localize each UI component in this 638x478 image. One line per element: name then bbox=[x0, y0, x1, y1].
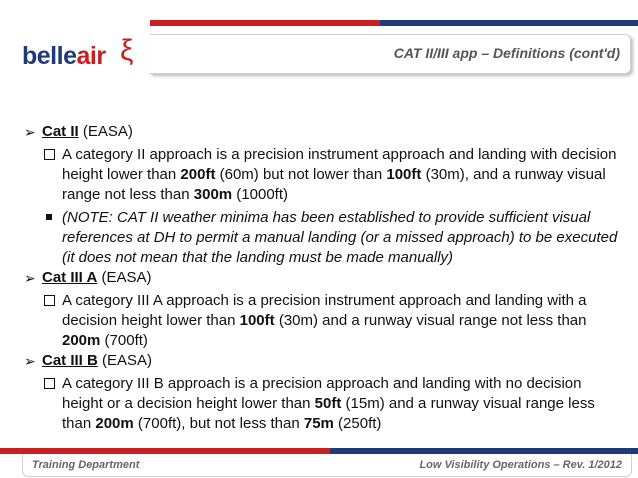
section-cat-iii-b bbox=[24, 351, 624, 371]
checkbox-bullet-icon bbox=[44, 295, 55, 306]
section-heading: Cat III A bbox=[42, 269, 98, 286]
slide-content bbox=[24, 122, 624, 434]
section-tag: (EASA) bbox=[78, 123, 133, 140]
slide-title-box bbox=[150, 34, 631, 74]
section-tag: (EASA) bbox=[97, 352, 153, 369]
section-tag: (EASA) bbox=[97, 269, 152, 286]
belleair-logo bbox=[22, 34, 152, 74]
section-cat-ii bbox=[24, 122, 624, 142]
slide-title: CAT II/III app – Definitions (cont'd) bbox=[393, 45, 620, 61]
footer-revision: Low Visibility Operations – Rev. 1/2012 bbox=[419, 459, 622, 471]
section-heading: Cat III B bbox=[42, 352, 98, 369]
square-bullet-icon bbox=[46, 214, 52, 220]
arrow-bullet-icon: ➢ bbox=[24, 270, 36, 286]
checkbox-bullet-icon bbox=[44, 149, 55, 160]
definition-item: A category II approach is a precision instrument approach and landing with decision height lower than 200ft (60m) but not lower than 100ft (30m), and a runway visual range not less than 300m (1000ft) bbox=[24, 145, 624, 205]
arrow-bullet-icon: ➢ bbox=[24, 353, 36, 369]
note-item: (NOTE: CAT II weather minima has been established to provide sufficient visual references at DH to permit a manual landing (or a missed approach) to be executed (it does not mean that the landing must be made manually) bbox=[24, 208, 624, 268]
header-accent-red bbox=[150, 20, 380, 26]
checkbox-bullet-icon bbox=[44, 378, 55, 389]
logo-swirl-icon: ξ bbox=[120, 34, 134, 67]
header-accent-blue bbox=[380, 20, 638, 26]
logo-wordmark: belleair bbox=[22, 42, 106, 70]
footer-department: Training Department bbox=[32, 459, 140, 471]
section-cat-iii-a bbox=[24, 268, 624, 288]
footer bbox=[0, 448, 638, 478]
header-accent-bar bbox=[150, 20, 638, 28]
arrow-bullet-icon: ➢ bbox=[24, 124, 36, 140]
definition-item: A category III B approach is a precision approach and landing with no decision height or a decision height lower than 50ft (15m) and a runway visual range less than 200m (700ft), but not less than 75m (250ft) bbox=[24, 374, 624, 434]
definition-item: A category III A approach is a precision instrument approach and landing with a decision height lower than 100ft (30m) and a runway visual range not less than 200m (700ft) bbox=[24, 291, 624, 351]
section-heading: Cat II bbox=[42, 123, 79, 140]
